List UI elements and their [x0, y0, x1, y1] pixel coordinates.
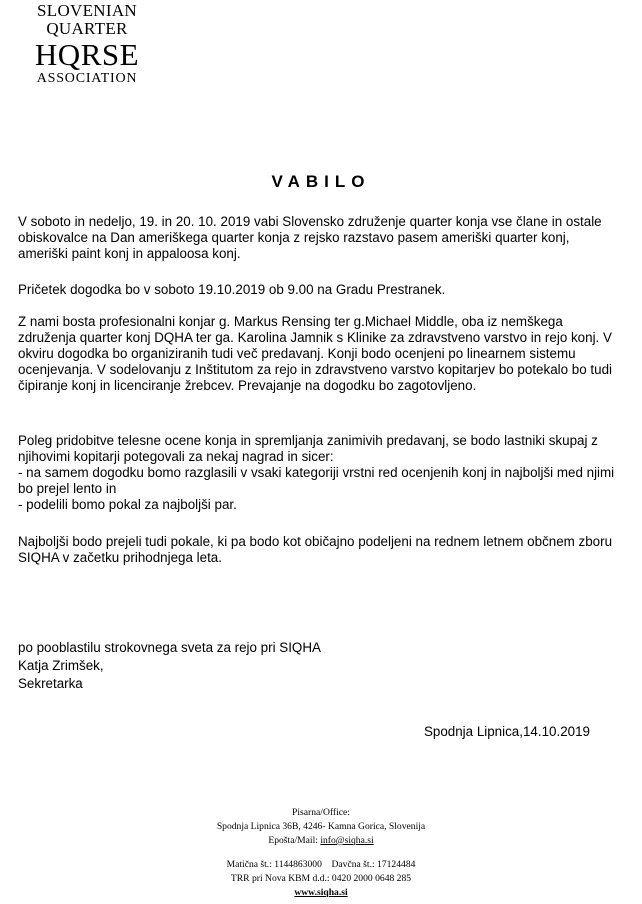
- footer-website-line: [0, 886, 642, 900]
- footer-bank-account: TRR pri Nova KBM d.d.: 0420 2000 0648 285: [230, 873, 412, 884]
- footer-office-heading: Pisarna/Office:: [292, 807, 350, 818]
- footer-spacer: [0, 848, 642, 858]
- footer-registry-line: [0, 858, 642, 872]
- awards-intro: Poleg pridobitve telesne ocene konja in spremljanja zanimivih predavanj, se bodo lastniki skupaj z njihovimi kopitarji potegovali za nekaj nagrad in sicer:: [18, 433, 598, 464]
- paragraph-start-time: Pričetek dogodka bo v soboto 19.10.2019 ob 9.00 na Gradu Prestranek.: [18, 282, 446, 297]
- footer-email-line: [0, 834, 642, 848]
- logo-line-horse: HQRSE: [34, 37, 140, 72]
- paragraph-guests: Z nami bosta profesionalni konjar g. Markus Rensing ter g.Michael Middle, oba iz nemškega združenja quarter konj DQHA ter ga. Karolina Jamnik s Klinike za zdravstveno varstvo in rejo konj. V okviru dogodka bo organiziranih tudi več predavanj. Konji bodo ocenjeni po linearnem sistemu ocenjevanja. V sodelovanju z Inštitutom za rejo in zdravstveno varstvo kopitarjev bo potekalo bo tudi čipiranje konj in licenciranje žrebcev. Prevajanje na dogodku bo zagotovljeno.: [18, 314, 612, 393]
- footer-email-link[interactable]: info@siqha.si: [320, 835, 374, 846]
- footer-tax-number: Davčna št.: 17124484: [331, 859, 416, 870]
- awards-item-ribbon: - na samem dogodku bomo razglasili v vsaki kategoriji vrstni red ocenjenih konj in najboljši med njimi bo prejel lento in: [18, 465, 615, 496]
- logo-line-quarter: QUARTER: [46, 19, 128, 38]
- document-title: VABILO: [271, 172, 371, 191]
- paragraph-invitation: V soboto in nedeljo, 19. in 20. 10. 2019 vabi Slovensko združenje quarter konja vse člane in ostale obiskovalce na Dan ameriškega quarter konja z rejsko razstavo pasem ameriški quarter konj, ameriški paint konj in appaloosa konj.: [18, 214, 602, 261]
- signature-name: Katja Zrimšek,: [18, 658, 104, 673]
- association-logo: [22, 2, 152, 87]
- signature-role: Sekretarka: [18, 676, 83, 691]
- logo-line-association: ASSOCIATION: [36, 71, 138, 86]
- footer-registration-number: Matična št.: 1144863000: [226, 859, 322, 870]
- signature-authority: po pooblastilu strokovnega sveta za rejo pri SIQHA: [18, 640, 321, 655]
- awards-item-cup: - podelili bomo pokal za najboljši par.: [18, 497, 237, 512]
- footer-address: Spodnja Lipnica 36B, 4246- Kamna Gorica, Slovenija: [216, 821, 426, 832]
- paragraph-trophies: Najboljši bodo prejeli tudi pokale, ki pa bodo kot običajno podeljeni na rednem letnem občnem zboru SIQHA v začetku prihodnjega leta.: [18, 534, 613, 565]
- footer-email-label: Epošta/Mail:: [268, 835, 318, 846]
- signature-block: [18, 639, 321, 693]
- footer: [0, 806, 642, 900]
- logo-line-slovenian: SLOVENIAN: [37, 1, 137, 20]
- place-and-date: Spodnja Lipnica,14.10.2019: [423, 724, 590, 739]
- footer-website-link[interactable]: www.siqha.si: [294, 887, 348, 898]
- paragraph-awards: [18, 433, 618, 513]
